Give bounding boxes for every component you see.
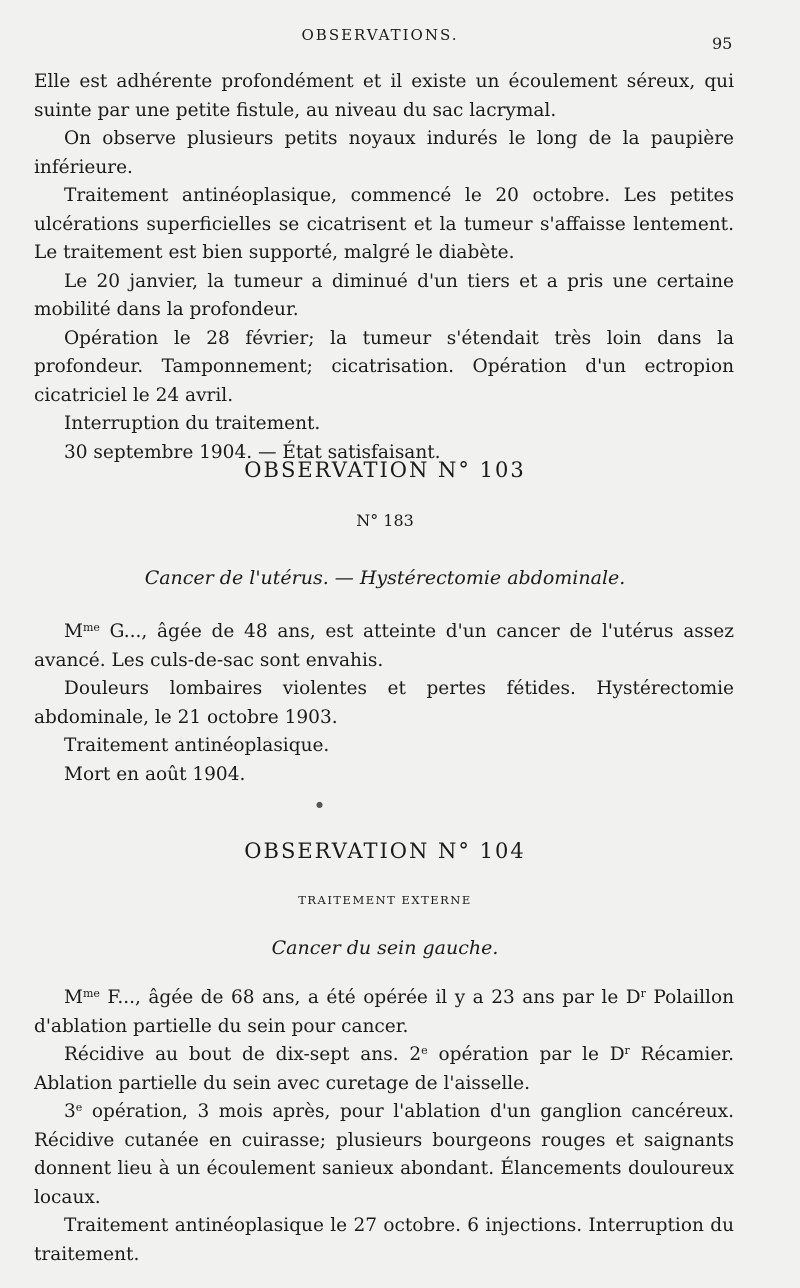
observation-103-title: OBSERVATION N° 103 xyxy=(244,458,526,482)
paragraph: Le 20 janvier, la tumeur a diminué d'un tiers et a pris une certaine mobilité dans la profondeur. xyxy=(34,270,734,320)
paragraph: Opération le 28 février; la tumeur s'étendait très loin dans la profondeur. Tamponnement; cicatrisation. Opération d'un ectropion cicatriciel le 24 avril. xyxy=(34,327,734,406)
paragraph: Traitement antinéoplasique le 27 octobre. 6 injections. Interruption du traitement. xyxy=(34,1215,734,1265)
paragraph: $M^{me}$ F..., âgée de 68 ans, a été opérée il y a 23 ans par le $D^r$ Polaillon d'ablation partielle du sein pour cancer. xyxy=(34,987,734,1037)
observation-104-subject: Cancer du sein gauche. xyxy=(271,937,499,959)
paragraph: Interruption du traitement. xyxy=(64,413,321,434)
observation-104-text xyxy=(34,984,734,1269)
observation-104-caption: TRAITEMENT EXTERNE xyxy=(298,893,472,907)
paragraph: Elle est adhérente profondément et il existe un écoulement séreux, qui suinte par une petite fistule, au niveau du sac lacrymal. xyxy=(34,71,734,121)
continuation-text xyxy=(34,68,734,467)
paragraph: 30 septembre 1904. — État satisfaisant. xyxy=(64,441,441,463)
paragraph: Récidive au bout de dix-sept ans. 2e opération par le $D^r$ Récamier. Ablation partielle du sein avec curetage de l'aisselle. xyxy=(34,1044,734,1094)
observation-103-text xyxy=(34,618,734,789)
page-number: 95 xyxy=(712,34,733,53)
paragraph: Douleurs lombaires violentes et pertes fétides. Hystérectomie abdominale, le 21 octobre 1903. xyxy=(34,678,734,728)
running-title: OBSERVATIONS. xyxy=(301,26,459,44)
paragraph: Traitement antinéoplasique. xyxy=(64,735,330,756)
observation-104-title: OBSERVATION N° 104 xyxy=(244,839,526,863)
paragraph: Mort en août 1904. xyxy=(64,763,246,785)
observation-103-number: N° 183 xyxy=(356,511,414,530)
paragraph: 3e opération, 3 mois après, pour l'ablation d'un ganglion cancéreux. Récidive cutanée en cuirasse; plusieurs bourgeons rouges et saignants donnent lieu à un écoulement sanieux abondant. Élancements douloureux locaux. xyxy=(34,1101,734,1208)
paragraph: Traitement antinéoplasique, commencé le 20 octobre. Les petites ulcérations superficielles se cicatrisent et la tumeur s'affaisse lentement. Le traitement est bien supporté, malgré le diabète. xyxy=(34,185,734,263)
paragraph: On observe plusieurs petits noyaux indurés le long de la paupière inférieure. xyxy=(34,128,734,178)
paragraph: $M^{me}$ G..., âgée de 48 ans, est atteinte d'un cancer de l'utérus assez avancé. Les culs-de-sac sont envahis. xyxy=(34,621,734,671)
observation-103-subject: Cancer de l'utérus. — Hystérectomie abdominale. xyxy=(144,567,626,589)
ornament-dot-icon: ● xyxy=(316,800,323,809)
